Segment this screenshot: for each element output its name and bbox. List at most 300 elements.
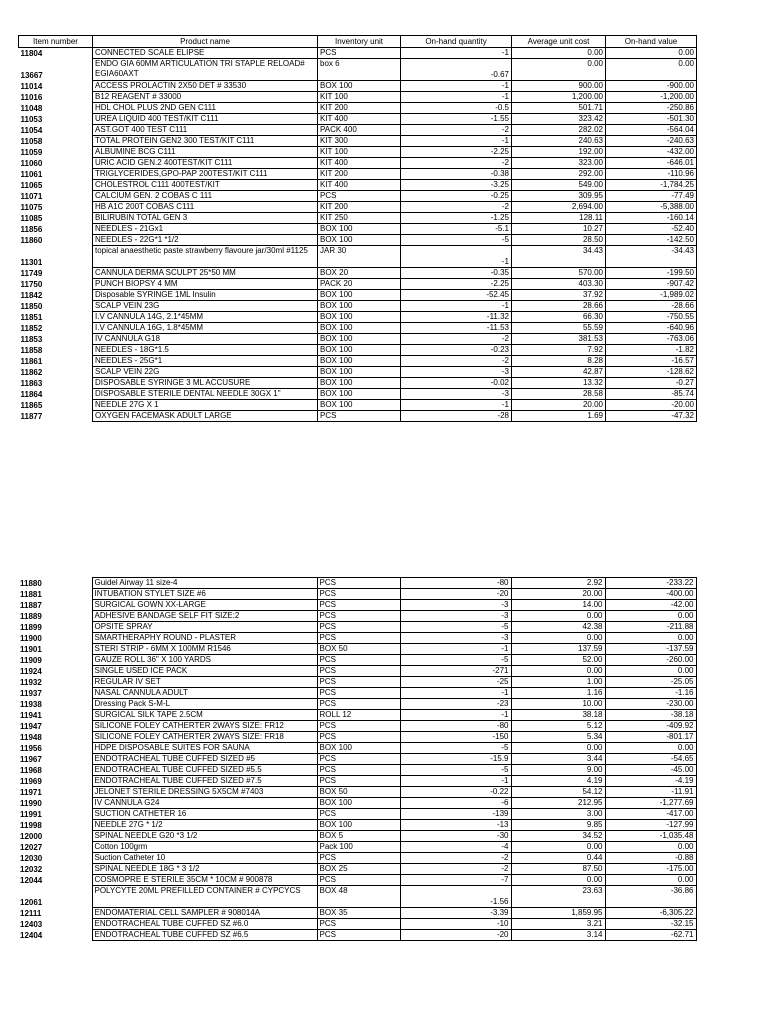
product-name-cell: CALCIUM GEN. 2 COBAS C 111: [93, 191, 318, 202]
item-number-cell: 12061: [20, 897, 43, 907]
item-number-cell: 11863: [20, 378, 43, 388]
average-unit-cost-cell: 212.95: [511, 798, 605, 809]
average-unit-cost-cell: 55.59: [512, 323, 606, 334]
table-2-body: [18, 578, 696, 941]
inventory-unit-cell: PCS: [317, 589, 400, 600]
item-number-cell: 11085: [20, 213, 43, 223]
on-hand-quantity-cell: -1: [400, 710, 511, 721]
table-row: [18, 919, 696, 930]
on-hand-quantity-cell: -3: [401, 367, 512, 378]
on-hand-value-cell: -62.71: [605, 930, 696, 941]
on-hand-value-cell: -240.63: [606, 136, 697, 147]
on-hand-value-cell: 0.00: [606, 48, 697, 59]
average-unit-cost-cell: 570.00: [512, 268, 606, 279]
average-unit-cost-cell: 52.00: [511, 655, 605, 666]
table-row: [19, 367, 697, 378]
product-name-cell: GAUZE ROLL 36" X 100 YARDS: [92, 655, 317, 666]
product-name-cell: NASAL CANNULA ADULT: [92, 688, 317, 699]
on-hand-value-cell: -1.82: [606, 345, 697, 356]
table-row: [18, 666, 696, 677]
on-hand-quantity-cell: -139: [400, 809, 511, 820]
on-hand-quantity-cell: -1: [400, 688, 511, 699]
average-unit-cost-cell: 0.00: [511, 633, 605, 644]
inventory-unit-cell: PCS: [317, 666, 400, 677]
item-number-cell: 11852: [20, 323, 43, 333]
table-row: [18, 589, 696, 600]
product-name-cell: COSMOPRE E STERILE 35CM * 10CM # 900878: [92, 875, 317, 886]
on-hand-value-cell: -900.00: [606, 81, 697, 92]
inventory-unit-cell: BOX 100: [318, 323, 401, 334]
average-unit-cost-cell: 13.32: [512, 378, 606, 389]
average-unit-cost-cell: 87.50: [511, 864, 605, 875]
item-number-cell: 11956: [20, 743, 42, 753]
product-name-cell: UREA LIQUID 400 TEST/KIT C111: [93, 114, 318, 125]
product-name-cell: SCALP VEIN 22G: [93, 367, 318, 378]
table-row: [18, 721, 696, 732]
product-name-cell: Suction Catheter 10: [92, 853, 317, 864]
inventory-unit-cell: PCS: [317, 765, 400, 776]
on-hand-value-cell: -250.86: [606, 103, 697, 114]
average-unit-cost-cell: 38.18: [511, 710, 605, 721]
item-number-cell: 11865: [20, 400, 43, 410]
table-row: [19, 356, 697, 367]
inventory-unit-cell: KIT 100: [318, 92, 401, 103]
table-row: [18, 754, 696, 765]
product-name-cell: ENDOTRACHEAL TUBE CUFFED SZ #6.5: [92, 930, 317, 941]
average-unit-cost-cell: 240.63: [512, 136, 606, 147]
item-number-cell: 11060: [20, 158, 43, 168]
on-hand-quantity-cell: -5: [400, 743, 511, 754]
item-number-cell: 11947: [20, 721, 42, 731]
on-hand-value-cell: 0.00: [605, 633, 696, 644]
on-hand-value-cell: -127.99: [605, 820, 696, 831]
average-unit-cost-cell: 10.27: [512, 224, 606, 235]
inventory-unit-cell: BOX 100: [317, 820, 400, 831]
table-row: [18, 787, 696, 798]
table-row: [19, 378, 697, 389]
on-hand-value-cell: -32.15: [605, 919, 696, 930]
table-row: [18, 798, 696, 809]
on-hand-value-cell: -750.55: [606, 312, 697, 323]
average-unit-cost-cell: 323.00: [512, 158, 606, 169]
product-name-cell: NEEDLE 27G X 1: [93, 400, 318, 411]
table-row: [19, 246, 697, 268]
header-on-hand-value: On-hand value: [606, 36, 697, 48]
item-number-cell: 12111: [20, 908, 42, 918]
inventory-unit-cell: PCS: [318, 48, 401, 59]
on-hand-quantity-cell: -20: [400, 589, 511, 600]
product-name-cell: Cotton 100grm: [92, 842, 317, 853]
product-name-cell: NEEDLES - 22G*1 *1/2: [93, 235, 318, 246]
item-number-cell: 11887: [20, 600, 42, 610]
on-hand-quantity-cell: -1: [401, 48, 512, 59]
average-unit-cost-cell: 42.38: [511, 622, 605, 633]
table-row: [19, 191, 697, 202]
average-unit-cost-cell: 23.63: [511, 886, 605, 908]
on-hand-value-cell: -409.92: [605, 721, 696, 732]
on-hand-value-cell: -25.05: [605, 677, 696, 688]
inventory-unit-cell: KIT 200: [318, 202, 401, 213]
product-name-cell: ENDOTRACHEAL TUBE CUFFED SIZED #7.5: [92, 776, 317, 787]
inventory-unit-cell: box 6: [318, 59, 401, 81]
inventory-unit-cell: KIT 400: [318, 114, 401, 125]
on-hand-quantity-cell: -3: [401, 389, 512, 400]
on-hand-value-cell: -128.62: [606, 367, 697, 378]
on-hand-quantity-cell: -23: [400, 699, 511, 710]
item-number-cell: 11968: [20, 765, 42, 775]
average-unit-cost-cell: 381.53: [512, 334, 606, 345]
header-on-hand-quantity: On-hand quantity: [401, 36, 512, 48]
table-row: [19, 59, 697, 81]
item-number-cell: 11998: [20, 820, 42, 830]
on-hand-value-cell: -640.96: [606, 323, 697, 334]
item-number-cell: 11889: [20, 611, 42, 621]
product-name-cell: ENDOTRACHEAL TUBE CUFFED SZ #6.0: [92, 919, 317, 930]
inventory-unit-cell: KIT 300: [318, 136, 401, 147]
average-unit-cost-cell: 292.00: [512, 169, 606, 180]
on-hand-value-cell: -142.50: [606, 235, 697, 246]
on-hand-quantity-cell: -6: [400, 798, 511, 809]
on-hand-value-cell: -4.19: [605, 776, 696, 787]
table-row: [19, 136, 697, 147]
item-number-cell: 11880: [20, 578, 42, 588]
average-unit-cost-cell: 9.00: [511, 765, 605, 776]
item-number-cell: 11804: [20, 48, 43, 58]
inventory-unit-cell: PCS: [317, 853, 400, 864]
on-hand-quantity-cell: -2: [401, 356, 512, 367]
table-row: [19, 213, 697, 224]
inventory-unit-cell: KIT 200: [318, 103, 401, 114]
item-number-cell: 11075: [20, 202, 43, 212]
product-name-cell: SCALP VEIN 23G: [93, 301, 318, 312]
on-hand-quantity-cell: -0.5: [401, 103, 512, 114]
item-number-cell: 11924: [20, 666, 42, 676]
item-number-cell: 11864: [20, 389, 43, 399]
on-hand-value-cell: -110.96: [606, 169, 697, 180]
on-hand-quantity-cell: -3: [400, 611, 511, 622]
inventory-table-2: [18, 577, 697, 941]
table-row: [18, 699, 696, 710]
item-number-cell: 11071: [20, 191, 43, 201]
on-hand-value-cell: -160.14: [606, 213, 697, 224]
table-row: [18, 633, 696, 644]
product-name-cell: BILIRUBIN TOTAL GEN 3: [93, 213, 318, 224]
table-row: [18, 743, 696, 754]
on-hand-quantity-cell: -2.25: [401, 279, 512, 290]
on-hand-quantity-cell: -1: [400, 644, 511, 655]
product-name-cell: SILICONE FOLEY CATHERTER 2WAYS SIZE: FR18: [92, 732, 317, 743]
average-unit-cost-cell: 1.00: [511, 677, 605, 688]
inventory-unit-cell: BOX 100: [318, 345, 401, 356]
inventory-unit-cell: PCS: [317, 732, 400, 743]
table-row: [18, 765, 696, 776]
inventory-unit-cell: PACK 400: [318, 125, 401, 136]
average-unit-cost-cell: 0.00: [511, 666, 605, 677]
on-hand-value-cell: -137.59: [605, 644, 696, 655]
inventory-unit-cell: PCS: [317, 688, 400, 699]
on-hand-quantity-cell: -1: [400, 776, 511, 787]
average-unit-cost-cell: 34.52: [511, 831, 605, 842]
on-hand-quantity-cell: -271: [400, 666, 511, 677]
on-hand-quantity-cell: -2.25: [401, 147, 512, 158]
item-number-cell: 12044: [20, 875, 43, 885]
inventory-unit-cell: BOX 50: [317, 644, 400, 655]
table-row: [18, 655, 696, 666]
inventory-unit-cell: BOX 100: [318, 312, 401, 323]
on-hand-quantity-cell: -5: [400, 622, 511, 633]
average-unit-cost-cell: 10.00: [511, 699, 605, 710]
average-unit-cost-cell: 0.00: [511, 875, 605, 886]
product-name-cell: SILICONE FOLEY CATHERTER 2WAYS SIZE: FR12: [92, 721, 317, 732]
product-name-cell: ENDO GIA 60MM ARTICULATION TRI STAPLE RELOAD# EGIA60AXT: [93, 59, 318, 81]
inventory-unit-cell: PCS: [318, 411, 401, 422]
inventory-unit-cell: KIT 100: [318, 147, 401, 158]
on-hand-quantity-cell: -150: [400, 732, 511, 743]
item-number-cell: 11749: [20, 268, 43, 278]
average-unit-cost-cell: 14.00: [511, 600, 605, 611]
on-hand-value-cell: -11.91: [605, 787, 696, 798]
inventory-unit-cell: PCS: [317, 600, 400, 611]
product-name-cell: POLYCYTE 20ML PREFILLED CONTAINER # CYPCYCS: [92, 886, 317, 908]
header-row: [19, 36, 697, 48]
table-row: [19, 224, 697, 235]
table-row: [19, 389, 697, 400]
table-row: [18, 842, 696, 853]
average-unit-cost-cell: 2.92: [511, 578, 605, 589]
product-name-cell: ACCESS PROLACTIN 2X50 DET # 33530: [93, 81, 318, 92]
table-row: [19, 290, 697, 301]
item-number-cell: 11938: [20, 699, 42, 709]
average-unit-cost-cell: 501.71: [512, 103, 606, 114]
inventory-unit-cell: PCS: [317, 655, 400, 666]
on-hand-quantity-cell: -5: [400, 765, 511, 776]
item-number-cell: 11969: [20, 776, 42, 786]
on-hand-quantity-cell: -11.53: [401, 323, 512, 334]
on-hand-value-cell: -1,035.48: [605, 831, 696, 842]
on-hand-quantity-cell: -7: [400, 875, 511, 886]
on-hand-quantity-cell: -0.38: [401, 169, 512, 180]
average-unit-cost-cell: 0.00: [511, 611, 605, 622]
on-hand-quantity-cell: -2: [401, 202, 512, 213]
average-unit-cost-cell: 323.42: [512, 114, 606, 125]
on-hand-quantity-cell: -5: [401, 235, 512, 246]
on-hand-value-cell: -54.65: [605, 754, 696, 765]
inventory-unit-cell: PCS: [317, 699, 400, 710]
average-unit-cost-cell: 4.19: [511, 776, 605, 787]
on-hand-value-cell: -1,277.69: [605, 798, 696, 809]
item-number-cell: 12030: [20, 853, 43, 863]
on-hand-value-cell: -432.00: [606, 147, 697, 158]
product-name-cell: OPSITE SPRAY: [92, 622, 317, 633]
table-row: [19, 103, 697, 114]
item-number-cell: 11301: [20, 257, 43, 267]
product-name-cell: HDPE DISPOSABLE SUITES FOR SAUNA: [92, 743, 317, 754]
on-hand-value-cell: -1,784.25: [606, 180, 697, 191]
on-hand-value-cell: 0.00: [606, 59, 697, 81]
average-unit-cost-cell: 0.44: [511, 853, 605, 864]
item-number-cell: 11856: [20, 224, 43, 234]
inventory-unit-cell: PCS: [317, 677, 400, 688]
table-row: [19, 169, 697, 180]
item-number-cell: 11862: [20, 367, 43, 377]
on-hand-quantity-cell: -5.1: [401, 224, 512, 235]
table-row: [18, 600, 696, 611]
item-number-cell: 12403: [20, 919, 43, 929]
table-row: [19, 114, 697, 125]
inventory-unit-cell: KIT 400: [318, 180, 401, 191]
product-name-cell: Guidel Airway 11 size-4: [92, 578, 317, 589]
inventory-unit-cell: PCS: [317, 776, 400, 787]
product-name-cell: IV CANNULA G18: [93, 334, 318, 345]
product-name-cell: TOTAL PROTEIN GEN2 300 TEST/KIT C111: [93, 136, 318, 147]
average-unit-cost-cell: 5.34: [511, 732, 605, 743]
on-hand-value-cell: -175.00: [605, 864, 696, 875]
product-name-cell: REGULAR IV SET: [92, 677, 317, 688]
inventory-unit-cell: KIT 200: [318, 169, 401, 180]
average-unit-cost-cell: 66.30: [512, 312, 606, 323]
inventory-unit-cell: PCS: [317, 930, 400, 941]
average-unit-cost-cell: 28.50: [512, 235, 606, 246]
table-row: [18, 875, 696, 886]
inventory-unit-cell: BOX 100: [318, 378, 401, 389]
item-number-cell: 11948: [20, 732, 42, 742]
table-row: [19, 158, 697, 169]
inventory-unit-cell: PCS: [317, 622, 400, 633]
table-row: [19, 48, 697, 59]
inventory-unit-cell: BOX 100: [318, 356, 401, 367]
product-name-cell: CONNECTED SCALE ELIPSE: [93, 48, 318, 59]
product-name-cell: SPINAL NEEDLE G20 *3 1/2: [92, 831, 317, 842]
item-number-cell: 11900: [20, 633, 42, 643]
on-hand-quantity-cell: -2: [400, 864, 511, 875]
table-row: [18, 578, 696, 589]
average-unit-cost-cell: 3.21: [511, 919, 605, 930]
on-hand-value-cell: -36.86: [605, 886, 696, 908]
product-name-cell: IV CANNULA G24: [92, 798, 317, 809]
on-hand-value-cell: -417.00: [605, 809, 696, 820]
item-number-cell: 13667: [20, 70, 43, 80]
header-item-number: Item number: [19, 36, 93, 48]
item-number-cell: 11967: [20, 754, 42, 764]
average-unit-cost-cell: 282.02: [512, 125, 606, 136]
on-hand-quantity-cell: -2: [401, 125, 512, 136]
table-row: [18, 908, 696, 919]
average-unit-cost-cell: 549.00: [512, 180, 606, 191]
product-name-cell: Dressing Pack S-M-L: [92, 699, 317, 710]
inventory-unit-cell: BOX 100: [317, 798, 400, 809]
average-unit-cost-cell: 3.00: [511, 809, 605, 820]
item-number-cell: 12000: [20, 831, 43, 841]
on-hand-quantity-cell: -3.39: [400, 908, 511, 919]
inventory-unit-cell: PCS: [317, 633, 400, 644]
on-hand-value-cell: -52.40: [606, 224, 697, 235]
average-unit-cost-cell: 5.12: [511, 721, 605, 732]
on-hand-value-cell: -211.88: [605, 622, 696, 633]
on-hand-value-cell: -763.06: [606, 334, 697, 345]
average-unit-cost-cell: 3.14: [511, 930, 605, 941]
inventory-unit-cell: PCS: [317, 754, 400, 765]
item-number-cell: 11850: [20, 301, 43, 311]
average-unit-cost-cell: 28.66: [512, 301, 606, 312]
on-hand-value-cell: -907.42: [606, 279, 697, 290]
inventory-unit-cell: Pack 100: [317, 842, 400, 853]
product-name-cell: STERI STRIP - 6MM X 100MM R1546: [92, 644, 317, 655]
on-hand-value-cell: 0.00: [605, 842, 696, 853]
on-hand-value-cell: -199.50: [606, 268, 697, 279]
on-hand-value-cell: -47.32: [606, 411, 697, 422]
item-number-cell: 11065: [20, 180, 43, 190]
table-row: [19, 147, 697, 158]
average-unit-cost-cell: 1,200.00: [512, 92, 606, 103]
inventory-unit-cell: ROLL 12: [317, 710, 400, 721]
on-hand-quantity-cell: -10: [400, 919, 511, 930]
on-hand-value-cell: -77.49: [606, 191, 697, 202]
inventory-unit-cell: KIT 400: [318, 158, 401, 169]
product-name-cell: TRIGLYCERIDES,GPO-PAP 200TEST/KIT C111: [93, 169, 318, 180]
average-unit-cost-cell: 403.30: [512, 279, 606, 290]
table-row: [18, 776, 696, 787]
on-hand-quantity-cell: -0.25: [401, 191, 512, 202]
product-name-cell: NEEDLES - 25G*1: [93, 356, 318, 367]
on-hand-quantity-cell: -2: [401, 334, 512, 345]
table-row: [18, 677, 696, 688]
item-number-cell: 11058: [20, 136, 43, 146]
item-number-cell: 11061: [20, 169, 43, 179]
item-number-cell: 11899: [20, 622, 42, 632]
on-hand-value-cell: -45.00: [605, 765, 696, 776]
item-number-cell: 11842: [20, 290, 43, 300]
table-row: [18, 710, 696, 721]
average-unit-cost-cell: 8.28: [512, 356, 606, 367]
on-hand-value-cell: -16.57: [606, 356, 697, 367]
item-number-cell: 11971: [20, 787, 42, 797]
inventory-unit-cell: PCS: [317, 611, 400, 622]
on-hand-quantity-cell: -1.56: [400, 886, 511, 908]
table-row: [19, 301, 697, 312]
table-row: [18, 809, 696, 820]
on-hand-quantity-cell: -1: [401, 81, 512, 92]
table-row: [18, 644, 696, 655]
product-name-cell: CANNULA DERMA SCULPT 25*50 MM: [93, 268, 318, 279]
average-unit-cost-cell: 900.00: [512, 81, 606, 92]
product-name-cell: I.V CANNULA 16G, 1.8*45MM: [93, 323, 318, 334]
table-row: [19, 202, 697, 213]
product-name-cell: URIC ACID GEN.2 400TEST/KIT C111: [93, 158, 318, 169]
on-hand-value-cell: -501.30: [606, 114, 697, 125]
inventory-unit-cell: BOX 100: [318, 301, 401, 312]
average-unit-cost-cell: 7.92: [512, 345, 606, 356]
inventory-unit-cell: BOX 50: [317, 787, 400, 798]
average-unit-cost-cell: 20.00: [512, 400, 606, 411]
on-hand-quantity-cell: -30: [400, 831, 511, 842]
item-number-cell: 12404: [20, 930, 43, 940]
inventory-unit-cell: PCS: [318, 191, 401, 202]
inventory-unit-cell: BOX 5: [317, 831, 400, 842]
on-hand-value-cell: -1.16: [605, 688, 696, 699]
on-hand-quantity-cell: -5: [400, 655, 511, 666]
product-name-cell: Disposable SYRINGE 1ML Insulin: [93, 290, 318, 301]
item-number-cell: 11901: [20, 644, 42, 654]
on-hand-quantity-cell: -2: [400, 853, 511, 864]
header-inventory-unit: Inventory unit: [318, 36, 401, 48]
inventory-unit-cell: BOX 100: [318, 334, 401, 345]
inventory-unit-cell: BOX 48: [317, 886, 400, 908]
item-number-cell: 11858: [20, 345, 43, 355]
on-hand-value-cell: -400.00: [605, 589, 696, 600]
average-unit-cost-cell: 1.69: [512, 411, 606, 422]
item-number-cell: 11937: [20, 688, 42, 698]
inventory-unit-cell: PCS: [317, 809, 400, 820]
